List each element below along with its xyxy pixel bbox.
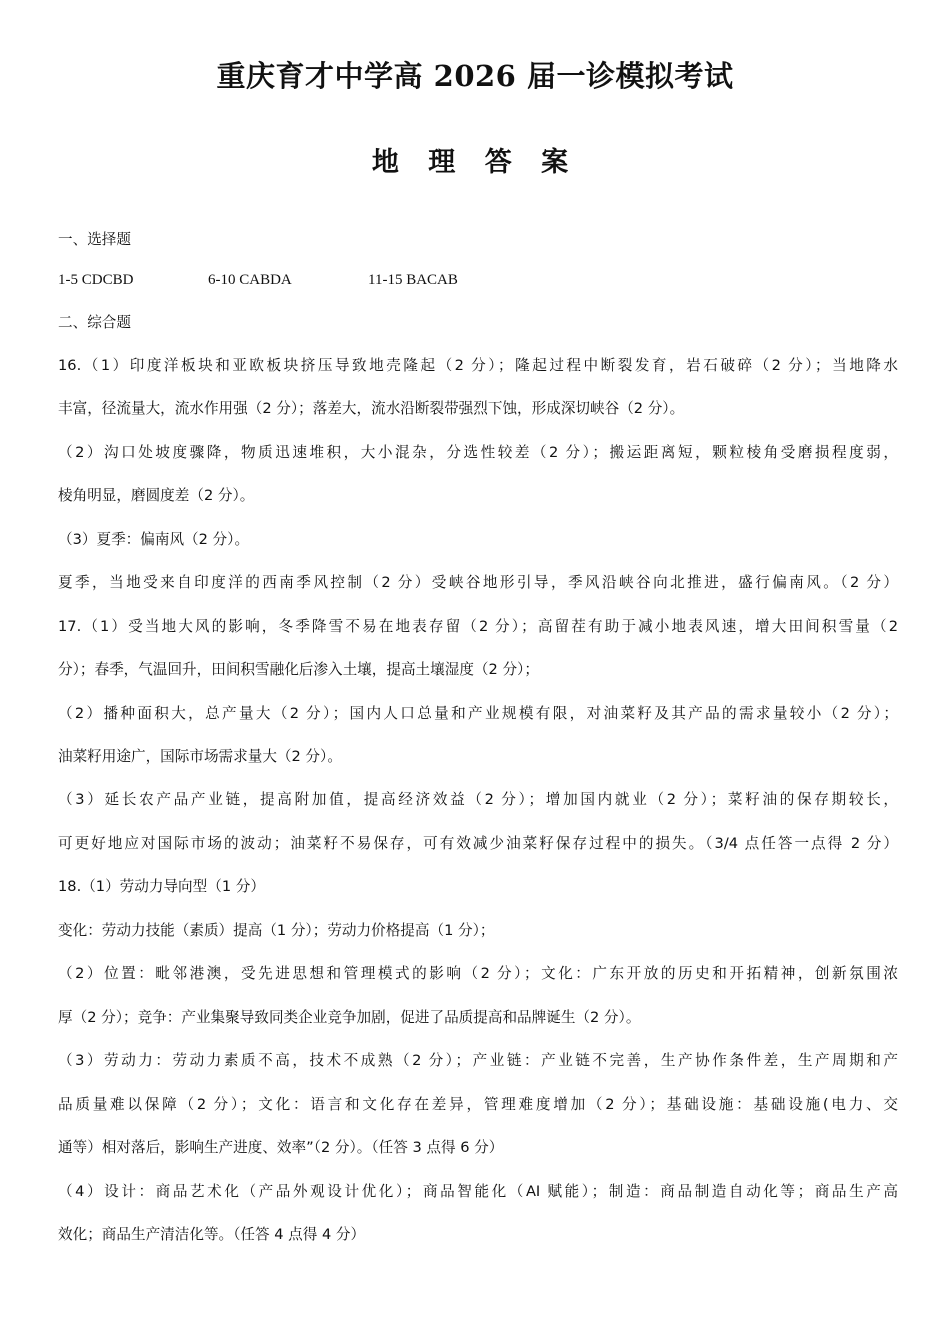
answer-line: 丰富，径流量大，流水作用强（2 分）；落差大，流水沿断裂带强烈下蚀，形成深切峡谷（2 分）。 (58, 400, 685, 417)
answer-line: （2）位置：毗邻港澳，受先进思想和管理模式的影响（2 分）；文化：广东开放的历史和开拓精神，创新氛围浓 (58, 965, 898, 982)
answer-line: 通等）相对落后，影响生产进度、效率”（2 分）。（任答 3 点得 6 分） (58, 1139, 504, 1156)
answer-group-11-15: 11-15 BACAB (368, 272, 458, 288)
answer-line: 分）；春季，气温回升，田间积雪融化后渗入土壤，提高土壤湿度（2 分）； (58, 661, 539, 678)
section-heading-choice: 一、选择题 (58, 231, 131, 248)
answer-line: 变化：劳动力技能（素质）提高（1 分）；劳动力价格提高（1 分）； (58, 922, 495, 939)
answer-line: 厚（2 分）；竞争：产业集聚导致同类企业竞争加剧，促进了品质提高和品牌诞生（2 分）。 (58, 1009, 641, 1026)
answer-line: 油菜籽用途广，国际市场需求量大（2 分）。 (58, 748, 342, 765)
answer-line: （2）播种面积大，总产量大（2 分）；国内人口总量和产业规模有限，对油菜籽及其产品的需求量较小（2 分）； (58, 705, 898, 722)
answer-line: （2）沟口处坡度骤降，物质迅速堆积，大小混杂，分选性较差（2 分）；搬运距离短，颗粒棱角受磨损程度弱， (58, 444, 898, 461)
answer-line: 效化；商品生产清洁化等。（任答 4 点得 4 分） (58, 1226, 366, 1243)
answer-line: 16.（1）印度洋板块和亚欧板块挤压导致地壳隆起（2 分）；隆起过程中断裂发育，岩石破碎（2 分）；当地降水 (58, 357, 898, 374)
answer-line: 18.（1）劳动力导向型（1 分） (58, 878, 265, 895)
page-title: 重庆育才中学高 2026 届一诊模拟考试 (216, 59, 734, 93)
section-heading-comprehensive: 二、综合题 (58, 314, 131, 331)
answer-line: 17.（1）受当地大风的影响，冬季降雪不易在地表存留（2 分）；高留茬有助于减小地表风速，增大田间积雪量（2 (58, 618, 898, 635)
answer-line: （3）夏季：偏南风（2 分）。 (58, 531, 250, 548)
answer-line: 棱角明显，磨圆度差（2 分）。 (58, 487, 255, 504)
page-subtitle: 地 理 答 案 (371, 147, 579, 178)
answer-group-1-5: 1-5 CDCBD (58, 272, 134, 288)
answer-line: 可更好地应对国际市场的波动；油菜籽不易保存，可有效减少油菜籽保存过程中的损失。（3/4 点任答一点得 2 分） (58, 835, 898, 852)
answer-line: （3）劳动力：劳动力素质不高，技术不成熟（2 分）；产业链：产业链不完善，生产协作条件差，生产周期和产 (58, 1052, 898, 1069)
answer-line: （3）延长农产品产业链，提高附加值，提高经济效益（2 分）；增加国内就业（2 分）；菜籽油的保存期较长， (58, 791, 898, 808)
answer-line: （4）设计：商品艺术化（产品外观设计优化）；商品智能化（AI 赋能）；制造：商品制造自动化等；商品生产高 (58, 1183, 898, 1200)
answer-line: 夏季，当地受来自印度洋的西南季风控制（2 分）受峡谷地形引导，季风沿峡谷向北推进，盛行偏南风。（2 分） (58, 574, 898, 591)
answer-group-6-10: 6-10 CABDA (208, 272, 292, 288)
answer-line: 品质量难以保障（2 分）；文化：语言和文化存在差异，管理难度增加（2 分）；基础设施：基础设施(电力、交 (58, 1096, 898, 1113)
